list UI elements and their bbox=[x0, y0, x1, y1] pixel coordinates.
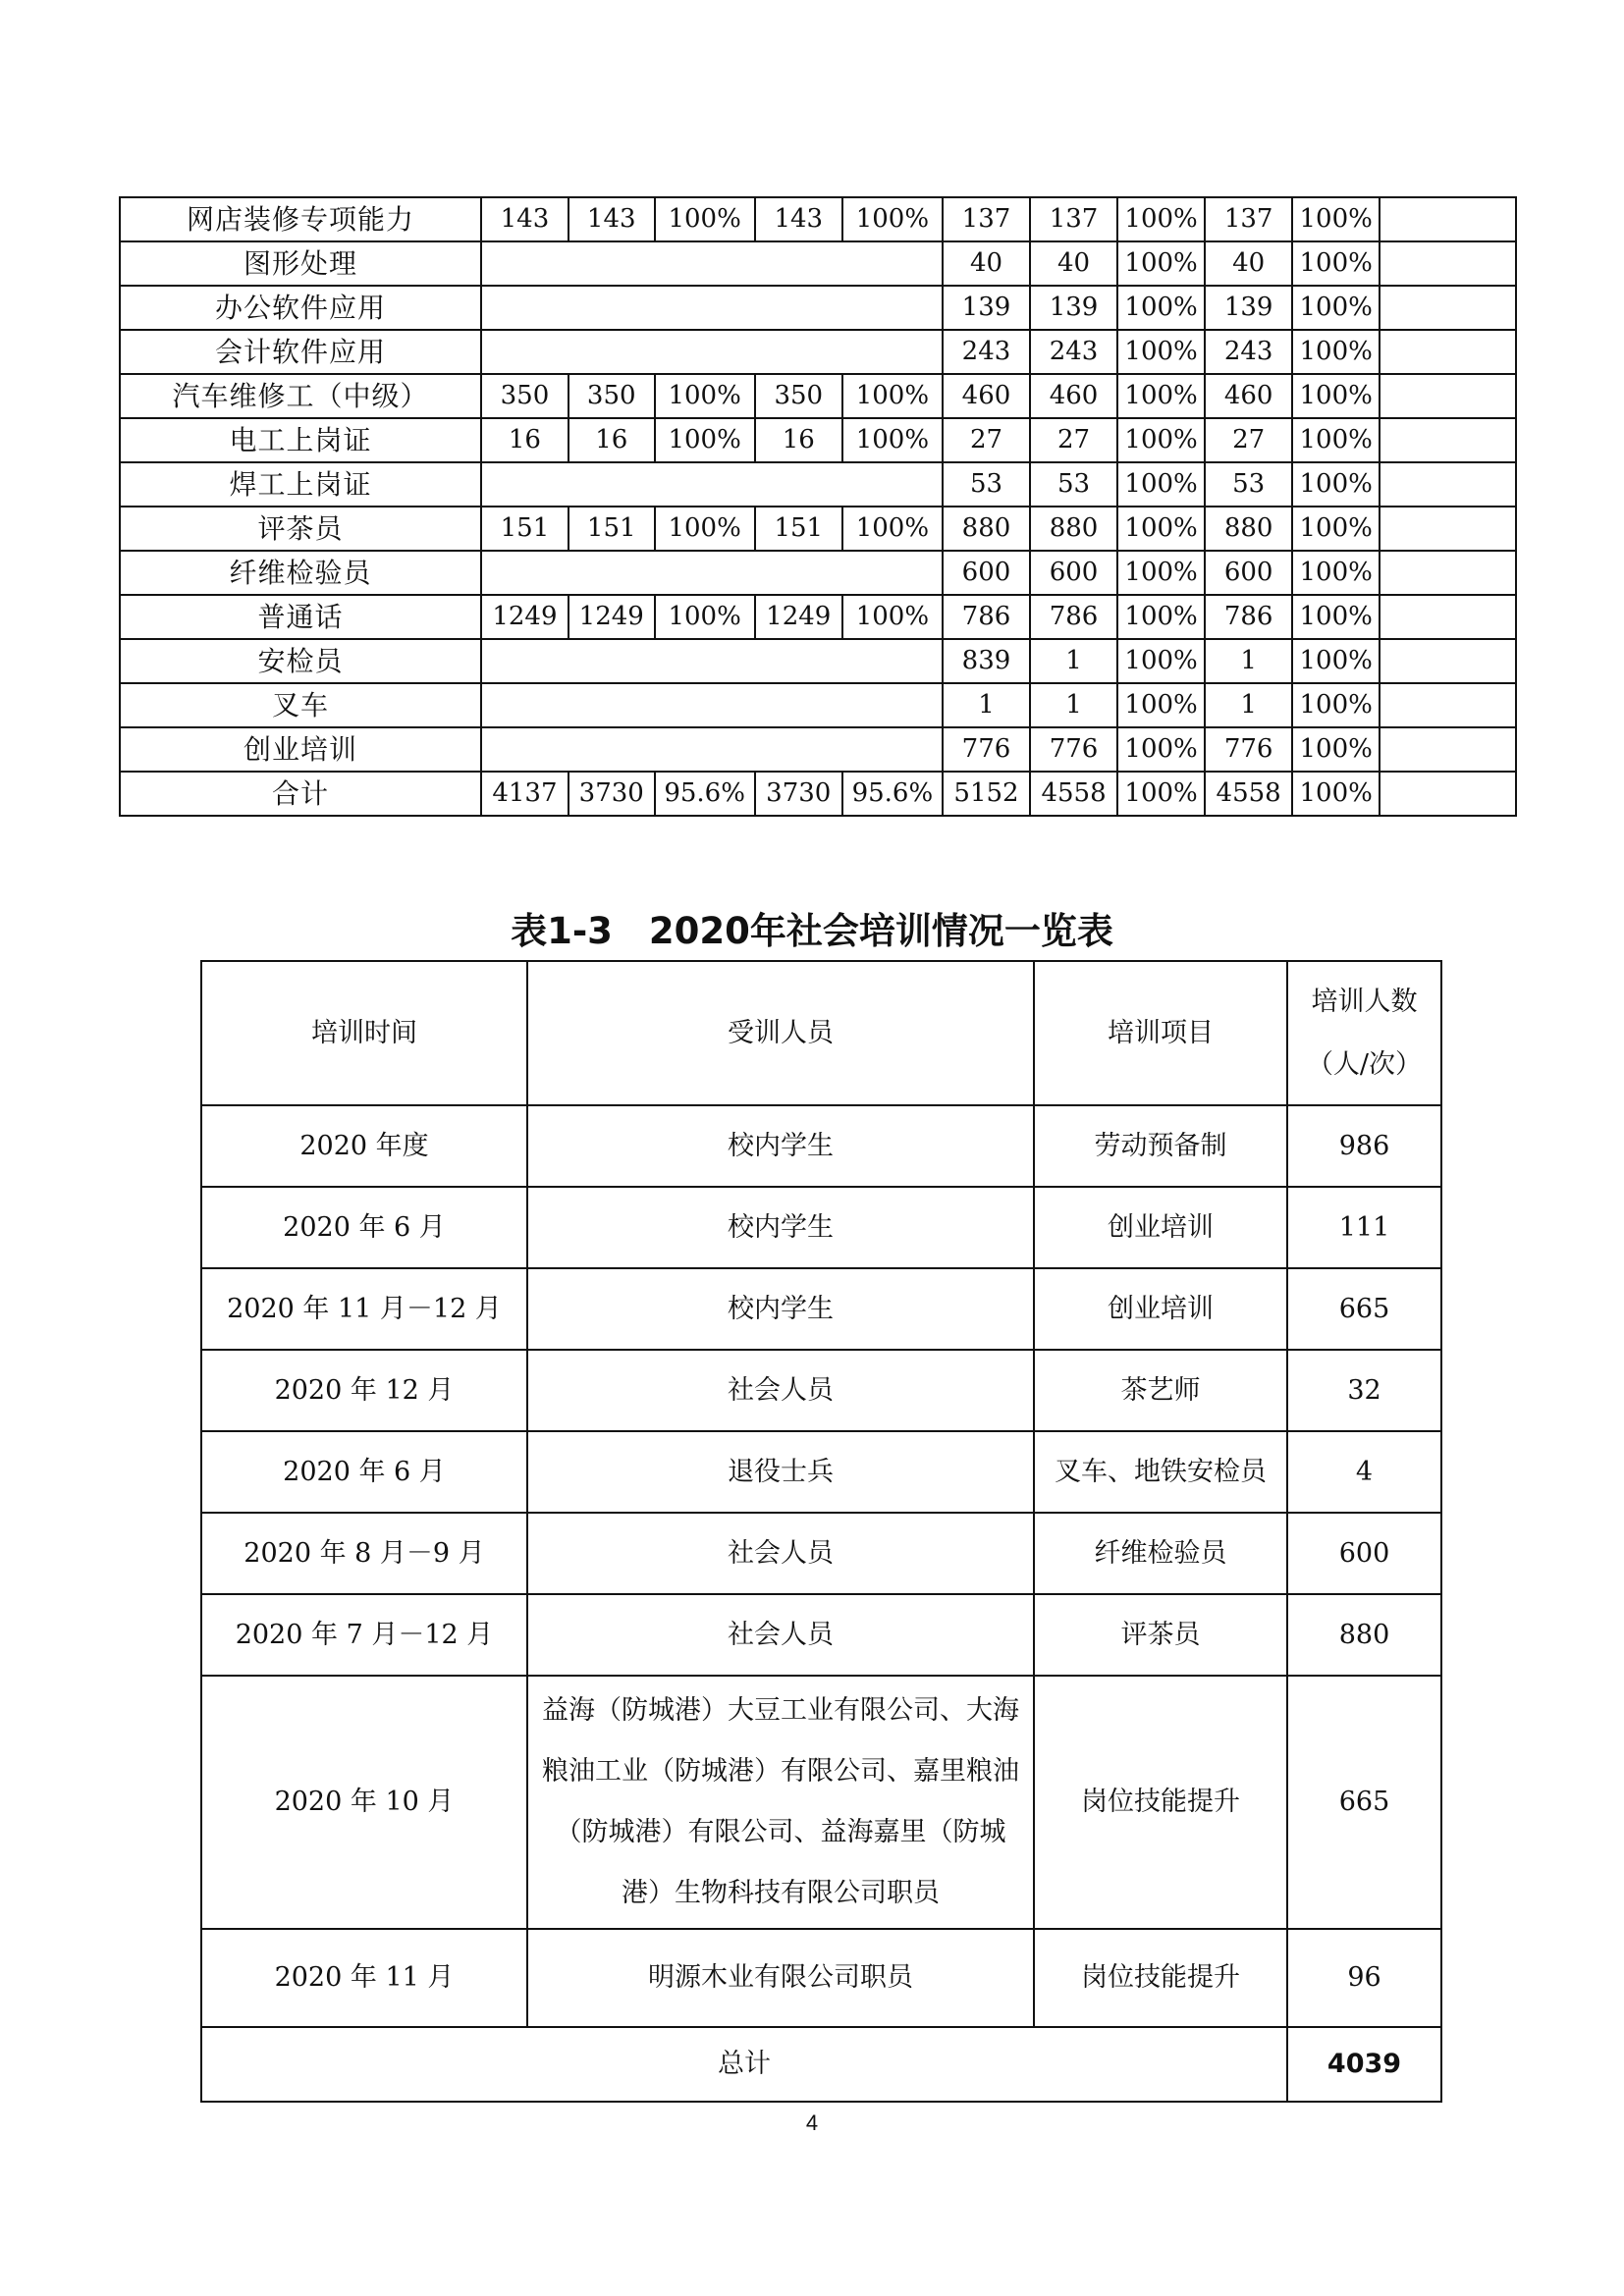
cell-project: 岗位技能提升 bbox=[1034, 1929, 1287, 2027]
table-row bbox=[120, 462, 1516, 507]
cell-time: 2020 年 6 月 bbox=[201, 1431, 527, 1513]
table-row bbox=[120, 551, 1516, 595]
cell-trainees: 校内学生 bbox=[527, 1187, 1034, 1268]
cell-c6: 139 bbox=[943, 286, 1030, 330]
cell-time: 2020 年度 bbox=[201, 1105, 527, 1187]
row-item-name: 普通话 bbox=[120, 595, 481, 639]
blank-cell bbox=[1380, 595, 1516, 639]
cell-c7: 27 bbox=[1030, 418, 1117, 462]
row-item-name: 图形处理 bbox=[120, 241, 481, 286]
cell-trainees: 社会人员 bbox=[527, 1350, 1034, 1431]
cell-c8: 100% bbox=[1117, 197, 1205, 241]
table-row bbox=[120, 330, 1516, 374]
cell-c6: 839 bbox=[943, 639, 1030, 683]
cell-c10: 100% bbox=[1292, 286, 1380, 330]
cell-c10: 100% bbox=[1292, 683, 1380, 727]
merged-empty-cell bbox=[481, 462, 943, 507]
cell-c7: 460 bbox=[1030, 374, 1117, 418]
cell-c3: 100% bbox=[655, 374, 755, 418]
cell-c5: 100% bbox=[842, 374, 943, 418]
cell-c10: 100% bbox=[1292, 374, 1380, 418]
header-count-line1: 培训人数 bbox=[1311, 986, 1418, 1017]
cell-c8: 100% bbox=[1117, 595, 1205, 639]
table-row bbox=[201, 1594, 1441, 1676]
cell-c8: 100% bbox=[1117, 507, 1205, 551]
cell-c4: 151 bbox=[755, 507, 842, 551]
table-row bbox=[201, 1929, 1441, 2027]
cell-count: 665 bbox=[1287, 1676, 1441, 1929]
table-row bbox=[120, 241, 1516, 286]
cell-c3: 100% bbox=[655, 418, 755, 462]
cell-trainees: 社会人员 bbox=[527, 1513, 1034, 1594]
cell-time: 2020 年 10 月 bbox=[201, 1676, 527, 1929]
cell-c2: 350 bbox=[568, 374, 655, 418]
table-row bbox=[120, 418, 1516, 462]
blank-cell bbox=[1380, 197, 1516, 241]
cell-c5: 100% bbox=[842, 595, 943, 639]
table-caption: 表1-3 2020年社会培训情况一览表 bbox=[511, 910, 1113, 952]
merged-empty-cell bbox=[481, 330, 943, 374]
total-row bbox=[201, 2027, 1441, 2102]
table-row bbox=[201, 1431, 1441, 1513]
table-row bbox=[201, 1676, 1441, 1929]
cell-project: 劳动预备制 bbox=[1034, 1105, 1287, 1187]
cell-c8: 100% bbox=[1117, 551, 1205, 595]
row-item-name: 电工上岗证 bbox=[120, 418, 481, 462]
cell-c9: 27 bbox=[1205, 418, 1292, 462]
cell-c9: 880 bbox=[1205, 507, 1292, 551]
cell-c6: 40 bbox=[943, 241, 1030, 286]
cell-c7: 40 bbox=[1030, 241, 1117, 286]
cell-c1: 350 bbox=[481, 374, 568, 418]
header-project: 培训项目 bbox=[1034, 961, 1287, 1105]
cell-c9: 4558 bbox=[1205, 772, 1292, 816]
cell-c10: 100% bbox=[1292, 462, 1380, 507]
blank-cell bbox=[1380, 772, 1516, 816]
cell-c6: 786 bbox=[943, 595, 1030, 639]
row-item-name: 安检员 bbox=[120, 639, 481, 683]
cell-count: 665 bbox=[1287, 1268, 1441, 1350]
social-training-table bbox=[200, 960, 1442, 2103]
cell-c8: 100% bbox=[1117, 330, 1205, 374]
table-row bbox=[120, 727, 1516, 772]
cell-project: 纤维检验员 bbox=[1034, 1513, 1287, 1594]
cell-c6: 600 bbox=[943, 551, 1030, 595]
blank-cell bbox=[1380, 462, 1516, 507]
table-row bbox=[201, 1350, 1441, 1431]
cell-c10: 100% bbox=[1292, 595, 1380, 639]
header-time: 培训时间 bbox=[201, 961, 527, 1105]
total-label: 总计 bbox=[201, 2027, 1287, 2102]
cell-trainees: 校内学生 bbox=[527, 1105, 1034, 1187]
cell-trainees: 益海（防城港）大豆工业有限公司、大海粮油工业（防城港）有限公司、嘉里粮油（防城港）有限公司、益海嘉里（防城港）生物科技有限公司职员 bbox=[527, 1676, 1034, 1929]
header-count-line2: （人/次） bbox=[1306, 1048, 1423, 1080]
cell-c9: 600 bbox=[1205, 551, 1292, 595]
cell-c3: 100% bbox=[655, 197, 755, 241]
cell-c5: 100% bbox=[842, 507, 943, 551]
cell-c10: 100% bbox=[1292, 418, 1380, 462]
row-item-name: 叉车 bbox=[120, 683, 481, 727]
cell-c7: 137 bbox=[1030, 197, 1117, 241]
cell-count: 96 bbox=[1287, 1929, 1441, 2027]
merged-empty-cell bbox=[481, 551, 943, 595]
cell-c6: 880 bbox=[943, 507, 1030, 551]
table-row bbox=[120, 374, 1516, 418]
cell-project: 叉车、地铁安检员 bbox=[1034, 1431, 1287, 1513]
table-row bbox=[120, 197, 1516, 241]
row-item-name: 创业培训 bbox=[120, 727, 481, 772]
cell-time: 2020 年 7 月－12 月 bbox=[201, 1594, 527, 1676]
header-count bbox=[1287, 961, 1441, 1105]
cell-c4: 143 bbox=[755, 197, 842, 241]
cell-c3: 100% bbox=[655, 507, 755, 551]
cell-c9: 786 bbox=[1205, 595, 1292, 639]
cell-trainees: 明源木业有限公司职员 bbox=[527, 1929, 1034, 2027]
cell-c1: 143 bbox=[481, 197, 568, 241]
blank-cell bbox=[1380, 683, 1516, 727]
cell-count: 4 bbox=[1287, 1431, 1441, 1513]
merged-empty-cell bbox=[481, 286, 943, 330]
cell-c7: 139 bbox=[1030, 286, 1117, 330]
cell-c2: 143 bbox=[568, 197, 655, 241]
cell-c6: 1 bbox=[943, 683, 1030, 727]
cell-c10: 100% bbox=[1292, 727, 1380, 772]
cell-c10: 100% bbox=[1292, 507, 1380, 551]
cell-c4: 3730 bbox=[755, 772, 842, 816]
row-item-name: 会计软件应用 bbox=[120, 330, 481, 374]
cell-trainees: 退役士兵 bbox=[527, 1431, 1034, 1513]
cell-c2: 1249 bbox=[568, 595, 655, 639]
table-row bbox=[120, 683, 1516, 727]
cell-project: 评茶员 bbox=[1034, 1594, 1287, 1676]
table-row bbox=[120, 772, 1516, 816]
cell-c7: 786 bbox=[1030, 595, 1117, 639]
cell-c10: 100% bbox=[1292, 639, 1380, 683]
cell-c6: 53 bbox=[943, 462, 1030, 507]
cell-c8: 100% bbox=[1117, 286, 1205, 330]
cell-count: 111 bbox=[1287, 1187, 1441, 1268]
cell-c9: 243 bbox=[1205, 330, 1292, 374]
cell-c2: 3730 bbox=[568, 772, 655, 816]
cell-c10: 100% bbox=[1292, 330, 1380, 374]
header-trainees: 受训人员 bbox=[527, 961, 1034, 1105]
cell-project: 茶艺师 bbox=[1034, 1350, 1287, 1431]
cell-c6: 776 bbox=[943, 727, 1030, 772]
blank-cell bbox=[1380, 551, 1516, 595]
cell-time: 2020 年 11 月 bbox=[201, 1929, 527, 2027]
cell-c3: 95.6% bbox=[655, 772, 755, 816]
cell-c9: 53 bbox=[1205, 462, 1292, 507]
cell-c7: 4558 bbox=[1030, 772, 1117, 816]
row-item-name: 合计 bbox=[120, 772, 481, 816]
table-row bbox=[120, 286, 1516, 330]
cell-c1: 16 bbox=[481, 418, 568, 462]
cell-c7: 880 bbox=[1030, 507, 1117, 551]
blank-cell bbox=[1380, 418, 1516, 462]
cell-c9: 1 bbox=[1205, 683, 1292, 727]
merged-empty-cell bbox=[481, 727, 943, 772]
cell-c7: 776 bbox=[1030, 727, 1117, 772]
row-item-name: 网店装修专项能力 bbox=[120, 197, 481, 241]
cell-c10: 100% bbox=[1292, 551, 1380, 595]
cell-c6: 5152 bbox=[943, 772, 1030, 816]
cell-c8: 100% bbox=[1117, 727, 1205, 772]
table-row bbox=[201, 1513, 1441, 1594]
cell-c5: 95.6% bbox=[842, 772, 943, 816]
cell-c1: 1249 bbox=[481, 595, 568, 639]
cell-c10: 100% bbox=[1292, 197, 1380, 241]
cell-c8: 100% bbox=[1117, 639, 1205, 683]
cell-c6: 27 bbox=[943, 418, 1030, 462]
total-value: 4039 bbox=[1287, 2027, 1441, 2102]
row-item-name: 办公软件应用 bbox=[120, 286, 481, 330]
cell-time: 2020 年 12 月 bbox=[201, 1350, 527, 1431]
row-item-name: 焊工上岗证 bbox=[120, 462, 481, 507]
cell-c6: 137 bbox=[943, 197, 1030, 241]
cell-c8: 100% bbox=[1117, 462, 1205, 507]
cell-c7: 1 bbox=[1030, 639, 1117, 683]
cell-c4: 1249 bbox=[755, 595, 842, 639]
cell-count: 32 bbox=[1287, 1350, 1441, 1431]
cell-c9: 40 bbox=[1205, 241, 1292, 286]
cell-c8: 100% bbox=[1117, 683, 1205, 727]
blank-cell bbox=[1380, 374, 1516, 418]
cell-c2: 151 bbox=[568, 507, 655, 551]
table-row bbox=[201, 1268, 1441, 1350]
cell-c6: 460 bbox=[943, 374, 1030, 418]
cell-c9: 137 bbox=[1205, 197, 1292, 241]
cell-c9: 460 bbox=[1205, 374, 1292, 418]
cell-c8: 100% bbox=[1117, 772, 1205, 816]
cell-c1: 151 bbox=[481, 507, 568, 551]
table-row bbox=[120, 595, 1516, 639]
blank-cell bbox=[1380, 727, 1516, 772]
cell-c7: 1 bbox=[1030, 683, 1117, 727]
cell-count: 880 bbox=[1287, 1594, 1441, 1676]
cell-project: 创业培训 bbox=[1034, 1268, 1287, 1350]
cell-c9: 776 bbox=[1205, 727, 1292, 772]
cell-c5: 100% bbox=[842, 418, 943, 462]
cell-time: 2020 年 8 月－9 月 bbox=[201, 1513, 527, 1594]
cell-c7: 53 bbox=[1030, 462, 1117, 507]
cell-trainees: 社会人员 bbox=[527, 1594, 1034, 1676]
blank-cell bbox=[1380, 286, 1516, 330]
cell-c8: 100% bbox=[1117, 418, 1205, 462]
page-number: 4 bbox=[805, 2110, 819, 2135]
cell-c3: 100% bbox=[655, 595, 755, 639]
blank-cell bbox=[1380, 507, 1516, 551]
upper-training-table bbox=[119, 196, 1517, 817]
header-row bbox=[201, 961, 1441, 1105]
cell-c10: 100% bbox=[1292, 772, 1380, 816]
cell-c8: 100% bbox=[1117, 241, 1205, 286]
cell-c9: 1 bbox=[1205, 639, 1292, 683]
row-item-name: 评茶员 bbox=[120, 507, 481, 551]
table-row bbox=[201, 1187, 1441, 1268]
cell-count: 600 bbox=[1287, 1513, 1441, 1594]
cell-c4: 350 bbox=[755, 374, 842, 418]
cell-time: 2020 年 11 月－12 月 bbox=[201, 1268, 527, 1350]
row-item-name: 纤维检验员 bbox=[120, 551, 481, 595]
blank-cell bbox=[1380, 241, 1516, 286]
table-row bbox=[120, 507, 1516, 551]
cell-c10: 100% bbox=[1292, 241, 1380, 286]
cell-c7: 243 bbox=[1030, 330, 1117, 374]
merged-empty-cell bbox=[481, 639, 943, 683]
cell-time: 2020 年 6 月 bbox=[201, 1187, 527, 1268]
cell-project: 创业培训 bbox=[1034, 1187, 1287, 1268]
cell-c2: 16 bbox=[568, 418, 655, 462]
merged-empty-cell bbox=[481, 241, 943, 286]
cell-project: 岗位技能提升 bbox=[1034, 1676, 1287, 1929]
cell-c9: 139 bbox=[1205, 286, 1292, 330]
cell-count: 986 bbox=[1287, 1105, 1441, 1187]
cell-c5: 100% bbox=[842, 197, 943, 241]
cell-c8: 100% bbox=[1117, 374, 1205, 418]
merged-empty-cell bbox=[481, 683, 943, 727]
blank-cell bbox=[1380, 639, 1516, 683]
cell-trainees: 校内学生 bbox=[527, 1268, 1034, 1350]
table-row bbox=[201, 1105, 1441, 1187]
table-row bbox=[120, 639, 1516, 683]
cell-c6: 243 bbox=[943, 330, 1030, 374]
row-item-name: 汽车维修工（中级） bbox=[120, 374, 481, 418]
cell-c1: 4137 bbox=[481, 772, 568, 816]
cell-c4: 16 bbox=[755, 418, 842, 462]
cell-c7: 600 bbox=[1030, 551, 1117, 595]
blank-cell bbox=[1380, 330, 1516, 374]
